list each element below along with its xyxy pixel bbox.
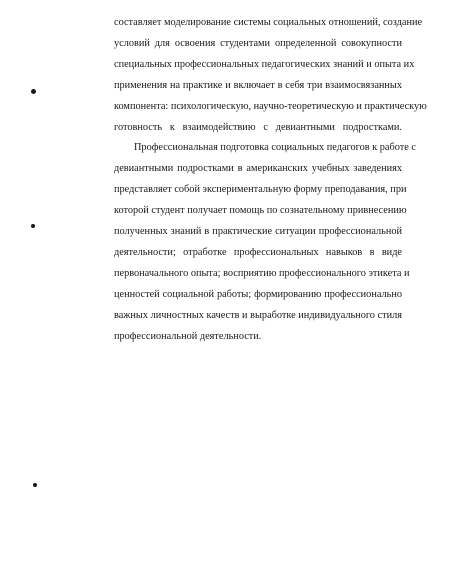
text-line: деятельности; отработке профессиональных навыков в виде <box>114 247 402 258</box>
scan-mark <box>31 89 36 94</box>
text-line: девиантными подростками в американских учебных заведениях <box>114 163 402 174</box>
text-line: полученных знаний в практические ситуации профессиональной <box>114 226 402 237</box>
text-line: которой студент получает помощь по сознательному привнесению <box>114 205 407 216</box>
text-line: Профессиональная подготовка социальных педагогов к работе с <box>134 142 416 153</box>
text-line: готовность к взаимодействию с девиантными подростками. <box>114 122 402 133</box>
text-line: условий для освоения студентами определенной совокупности <box>114 38 402 49</box>
scan-mark <box>33 483 37 487</box>
text-line: профессиональной деятельности. <box>114 331 262 342</box>
text-line: составляет моделирование системы социальных отношений, создание <box>114 17 423 28</box>
text-line: ценностей социальной работы; формированию профессионально <box>114 289 402 300</box>
text-line: специальных профессиональных педагогических знаний и опыта их <box>114 59 415 70</box>
text-line: важных личностных качеств и выработке индивидуального стиля <box>114 310 402 321</box>
text-line: компонента: психологическую, научно-теоретическую и практическую <box>114 101 427 112</box>
text-line: представляет собой экспериментальную форму преподавания, при <box>114 184 407 195</box>
text-line: первоначального опыта; восприятию профессионального этикета и <box>114 268 410 279</box>
text-line: применения на практике и включает в себя три взаимосвязанных <box>114 80 402 91</box>
scan-mark <box>31 224 35 228</box>
